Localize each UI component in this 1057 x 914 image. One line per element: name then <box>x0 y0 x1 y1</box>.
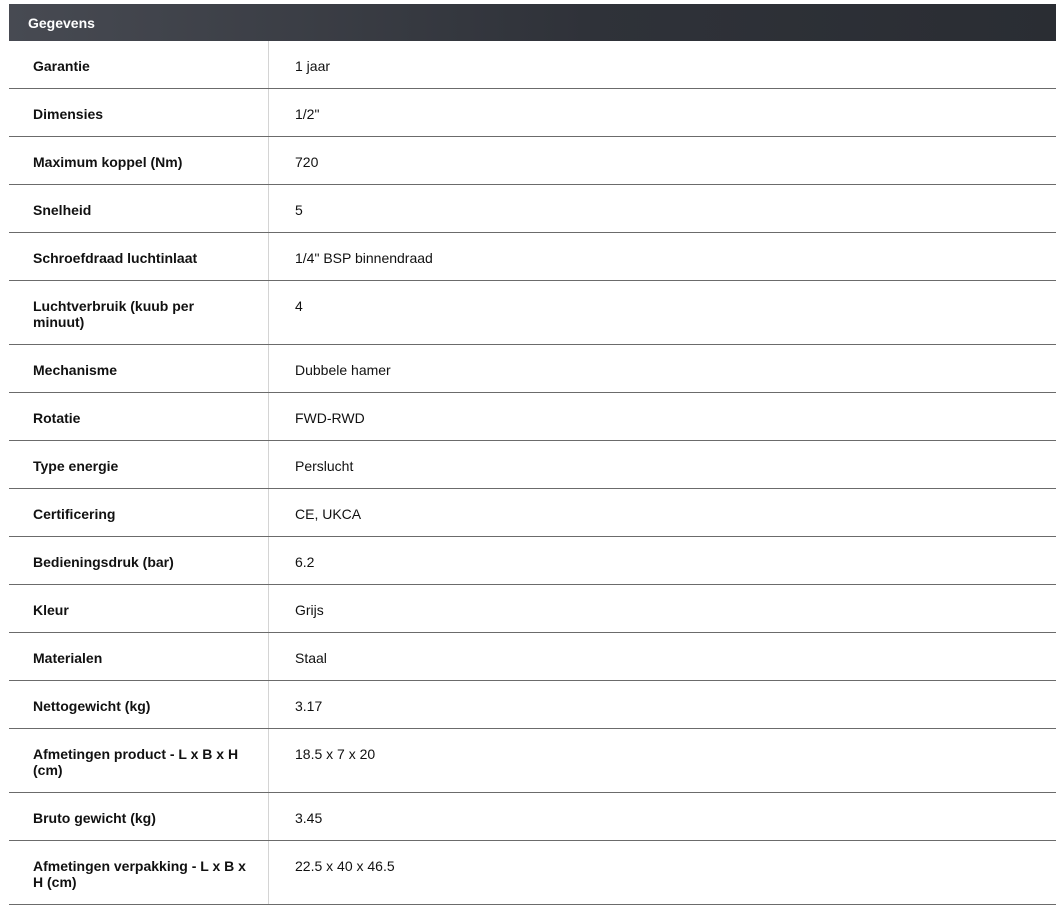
spec-row-mechanisme <box>9 345 1056 393</box>
spec-label: Afmetingen verpakking - L x B x H (cm) <box>9 841 269 904</box>
spec-label: Dimensies <box>9 89 269 136</box>
specifications-table <box>9 4 1056 905</box>
spec-value: 1 jaar <box>295 58 331 74</box>
spec-row-luchtverbruik <box>9 281 1056 345</box>
specifications-title: Gegevens <box>28 14 95 31</box>
spec-value: 6.2 <box>295 554 315 570</box>
spec-label: Snelheid <box>9 185 269 232</box>
spec-value: 18.5 x 7 x 20 <box>295 746 376 762</box>
spec-label: Certificering <box>9 489 269 536</box>
spec-row-nettogewicht <box>9 681 1056 729</box>
spec-label: Materialen <box>9 633 269 680</box>
spec-value: 5 <box>295 202 303 218</box>
spec-value: CE, UKCA <box>295 506 362 522</box>
spec-value: FWD-RWD <box>295 410 365 426</box>
spec-row-garantie <box>9 41 1056 89</box>
spec-row-kleur <box>9 585 1056 633</box>
spec-value: 1/2" <box>295 106 320 122</box>
spec-value: 3.17 <box>295 698 323 714</box>
spec-row-afmetingen-product <box>9 729 1056 793</box>
spec-label: Mechanisme <box>9 345 269 392</box>
spec-value: 22.5 x 40 x 46.5 <box>295 858 395 874</box>
spec-row-certificering <box>9 489 1056 537</box>
spec-value: 4 <box>295 298 303 314</box>
spec-row-rotatie <box>9 393 1056 441</box>
spec-value: 1/4" BSP binnendraad <box>295 250 433 266</box>
spec-row-snelheid <box>9 185 1056 233</box>
spec-row-schroefdraad-luchtinlaat <box>9 233 1056 281</box>
spec-label: Kleur <box>9 585 269 632</box>
spec-label: Luchtverbruik (kuub per minuut) <box>9 281 269 344</box>
specifications-header <box>9 4 1056 41</box>
spec-label: Schroefdraad luchtinlaat <box>9 233 269 280</box>
spec-row-type-energie <box>9 441 1056 489</box>
spec-value: Perslucht <box>295 458 354 474</box>
spec-value: Staal <box>295 650 327 666</box>
spec-row-materialen <box>9 633 1056 681</box>
spec-label: Bedieningsdruk (bar) <box>9 537 269 584</box>
spec-value: 3.45 <box>295 810 323 826</box>
spec-label: Type energie <box>9 441 269 488</box>
spec-label: Afmetingen product - L x B x H (cm) <box>9 729 269 792</box>
spec-value: 720 <box>295 154 319 170</box>
spec-value: Dubbele hamer <box>295 362 391 378</box>
spec-label: Garantie <box>9 41 269 88</box>
spec-value: Grijs <box>295 602 324 618</box>
spec-row-dimensies <box>9 89 1056 137</box>
spec-label: Nettogewicht (kg) <box>9 681 269 728</box>
spec-row-bedieningsdruk <box>9 537 1056 585</box>
spec-label: Maximum koppel (Nm) <box>9 137 269 184</box>
spec-row-bruto-gewicht <box>9 793 1056 841</box>
spec-row-afmetingen-verpakking <box>9 841 1056 905</box>
spec-row-maximum-koppel <box>9 137 1056 185</box>
spec-label: Bruto gewicht (kg) <box>9 793 269 840</box>
spec-label: Rotatie <box>9 393 269 440</box>
